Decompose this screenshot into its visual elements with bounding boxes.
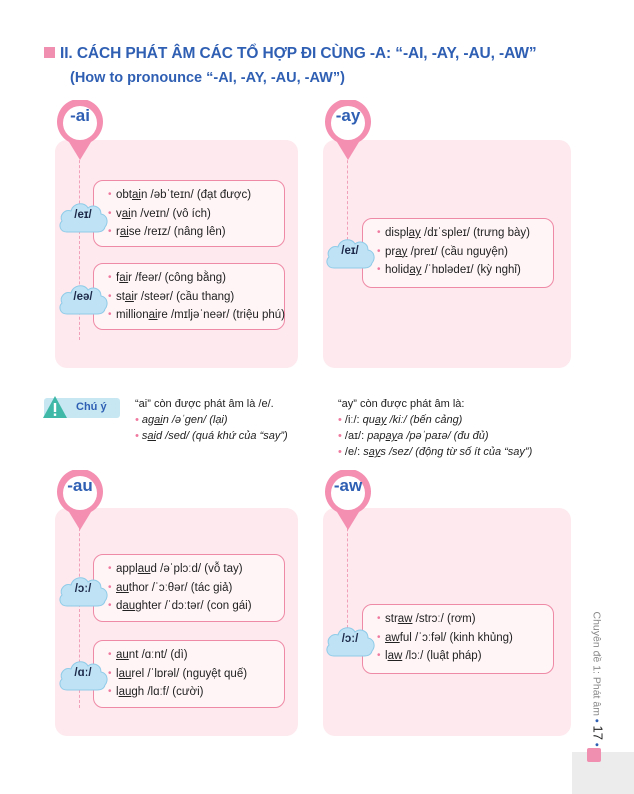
- section-label: -au: [67, 476, 93, 495]
- note-label: Chú ý: [76, 401, 107, 413]
- pin-label-ay: [323, 100, 373, 162]
- pin-label-au: [55, 470, 105, 532]
- sound-cloud-ai-ea: [57, 280, 109, 316]
- section-heading: [44, 45, 537, 86]
- pin-label-ai: [55, 100, 105, 162]
- heading-line-2: (How to pronounce “-AI, -AY, -AU, -AW”): [70, 70, 345, 86]
- note-item: • /aɪ/: papaya /pəˈpaɪə/ (đu đủ): [338, 430, 489, 442]
- note-badge: [44, 398, 120, 418]
- section-label: -aw: [333, 476, 363, 495]
- pin-label-aw: [323, 470, 373, 532]
- bullet-square-icon: [44, 47, 55, 58]
- word-box-ay-ei: [362, 218, 554, 288]
- list-item: • author /ˈɔːθər/ (tác giả): [116, 579, 284, 598]
- list-item: • display /dɪˈspleɪ/ (trưng bày): [385, 224, 553, 243]
- list-item: • stair /steər/ (cầu thang): [116, 288, 284, 307]
- list-item: • daughter /ˈdɔːtər/ (con gái): [116, 597, 284, 616]
- list-item: • laurel /ˈlɒrəl/ (nguyệt quế): [116, 665, 284, 684]
- section-label: -ai: [70, 106, 90, 125]
- list-item: • pray /preɪ/ (cầu nguyện): [385, 243, 553, 262]
- note-left: [135, 396, 288, 444]
- list-item: • holiday /ˈhɒlədeɪ/ (kỳ nghỉ): [385, 261, 553, 280]
- list-item: • aunt /ɑːnt/ (dì): [116, 646, 284, 665]
- list-item: • raise /reɪz/ (nâng lên): [116, 223, 284, 242]
- list-item: • obtain /əbˈteɪn/ (đạt được): [116, 186, 284, 205]
- note-item: • said /sed/ (quá khứ của “say”): [135, 430, 288, 442]
- sound-label: /ɔː/: [74, 583, 92, 595]
- list-item: • law /lɔː/ (luật pháp): [385, 647, 553, 666]
- list-item: • awful /ˈɔːfəl/ (kinh khủng): [385, 629, 553, 648]
- sound-cloud-au-a: [57, 656, 109, 692]
- chapter-title: Chuyên đề 1: Phát âm • 17 •: [590, 611, 606, 747]
- sound-cloud-ai-ei: [57, 198, 109, 234]
- side-footer: [590, 611, 606, 747]
- sound-cloud-ay-ei: [324, 234, 376, 270]
- word-box-ai-ei: [93, 180, 285, 247]
- page-number: 17: [590, 725, 606, 740]
- page-tab: [572, 752, 634, 794]
- sound-label: /ɔː/: [341, 633, 359, 645]
- sound-cloud-aw-o: [324, 622, 376, 658]
- list-item: • fair /feər/ (công bằng): [116, 269, 284, 288]
- note-item: • /e/: says /sez/ (động từ số ít của “say”): [338, 446, 533, 458]
- list-item: • laugh /lɑːf/ (cười): [116, 683, 284, 702]
- word-box-au-o: [93, 554, 285, 622]
- note-right: [338, 396, 532, 460]
- warning-icon: [42, 394, 68, 420]
- note-item: • /iː/: quay /kiː/ (bến cảng): [338, 414, 463, 426]
- note-intro: “ai” còn được phát âm là /e/.: [135, 398, 274, 410]
- panel-ai: [55, 140, 298, 368]
- list-item: • vain /veɪn/ (vô ích): [116, 205, 284, 224]
- sound-cloud-au-o: [57, 572, 109, 608]
- word-box-aw-o: [362, 604, 554, 674]
- word-box-au-a: [93, 640, 285, 708]
- note-item: • again /əˈgen/ (lại): [135, 414, 228, 426]
- list-item: • millionaire /mɪljəˈneər/ (triệu phú): [116, 306, 284, 325]
- section-label: -ay: [335, 106, 361, 125]
- sound-label: /eɪ/: [74, 209, 92, 221]
- list-item: • applaud /əˈplɔːd/ (vỗ tay): [116, 560, 284, 579]
- connector-line: [347, 150, 348, 240]
- list-item: • straw /strɔː/ (rơm): [385, 610, 553, 629]
- note-intro: “ay” còn được phát âm là:: [338, 398, 465, 410]
- sound-label: /eə/: [73, 291, 93, 303]
- sound-label: /ɑː/: [74, 667, 92, 679]
- connector-line: [347, 518, 348, 628]
- heading-line-1: II. CÁCH PHÁT ÂM CÁC TỔ HỢP ĐI CÙNG -A: “-AI, -AY, -AU, -AW”: [60, 45, 537, 62]
- page-marker-icon: [587, 748, 601, 762]
- sound-label: /eɪ/: [341, 245, 359, 257]
- word-box-ai-ea: [93, 263, 285, 330]
